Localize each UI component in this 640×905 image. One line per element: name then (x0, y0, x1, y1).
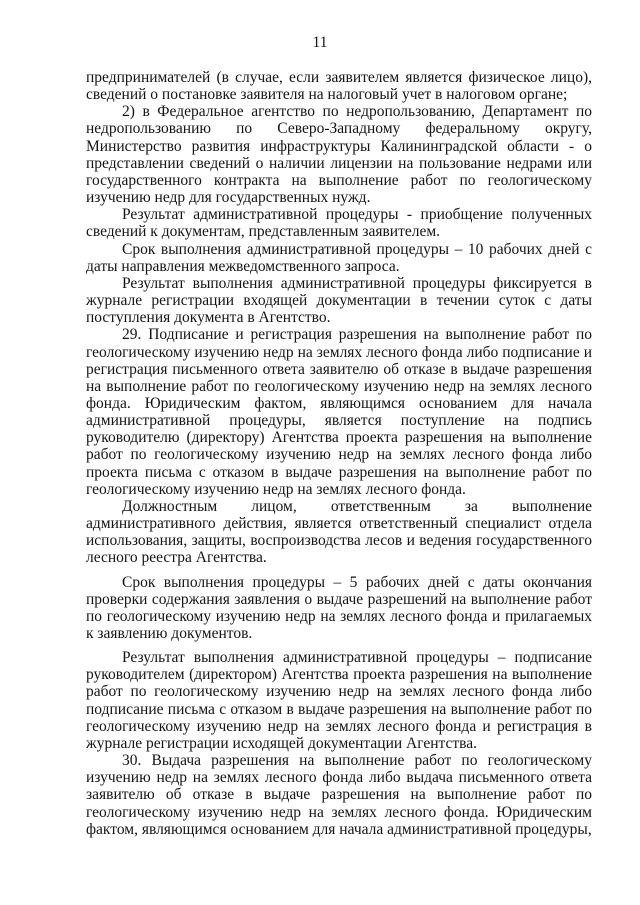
paragraph: 30. Выдача разрешения на выполнение работ по геологическому изучению недр на землях лесного фонда либо выдача письменного ответа заявителю об отказе в выдаче разрешения на выполнение работ по геологическому изучению недр на землях лесного фонда. Юридическим фактом, являющимся основанием для начала административной процедуры, (86, 752, 592, 838)
paragraph: 29. Подписание и регистрация разрешения на выполнение работ по геологическому изучению недр на землях лесного фонда либо подписание и регистрация письменного ответа заявителю об отказе в выдаче разрешения на выполнение работ по геологическому изучению недр на землях лесного фонда. Юридическим фактом, являющимся основанием для начала административной процедуры, является поступление на подпись руководителю (директору) Агентства проекта разрешения на выполнение работ по геологическому изучению недр на землях лесного фонда либо проекта письма с отказом в выдаче разрешения на выполнение работ по геологическому изучению недр на землях лесного фонда. (86, 326, 592, 498)
paragraph: Срок выполнения административной процедуры – 10 рабочих дней с даты направления межведомственного запроса. (86, 240, 592, 275)
paragraph: предпринимателей (в случае, если заявителем является физическое лицо), сведений о постановке заявителя на налоговый учет в налоговом органе; (86, 69, 592, 104)
paragraph: Должностным лицом, ответственным за выполнение административного действия, является ответственный специалист отдела использования, защиты, воспроизводства лесов и ведения государственного лесного реестра Агентства. (86, 497, 592, 567)
paragraph: Срок выполнения процедуры – 5 рабочих дней с даты окончания проверки содержания заявления о выдаче разрешений на выполнение работ по геологическому изучению недр на землях лесного фонда и прилагаемых к заявлению документов. (86, 573, 592, 642)
paragraph: Результат административной процедуры - приобщение полученных сведений к документам, представленным заявителем. (86, 206, 592, 241)
page-number: 11 (312, 34, 328, 51)
document-body (86, 69, 592, 838)
paragraph: Результат выполнения административной процедуры фиксируется в журнале регистрации входящей документации в течении суток с даты поступления документа в Агентство. (86, 274, 592, 327)
paragraph: 2) в Федеральное агентство по недропользованию, Департамент по недропользованию по Северо-Западному федеральному округу, Министерство развития инфраструктуры Калининградской области - о представлении сведений о наличии лицензии на пользование недрами или государственного контракта на выполнение работ по геологическому изучению недр для государственных нужд. (86, 103, 592, 207)
paragraph: Результат выполнения административной процедуры – подписание руководителем (директором) Агентства проекта разрешения на выполнение работ по геологическому изучению недр на землях лесного фонда либо подписание письма с отказом в выдаче разрешения на выполнение работ по геологическому изучению недр на землях лесного фонда и регистрация в журнале регистрации исходящей документации Агентства. (86, 649, 592, 752)
